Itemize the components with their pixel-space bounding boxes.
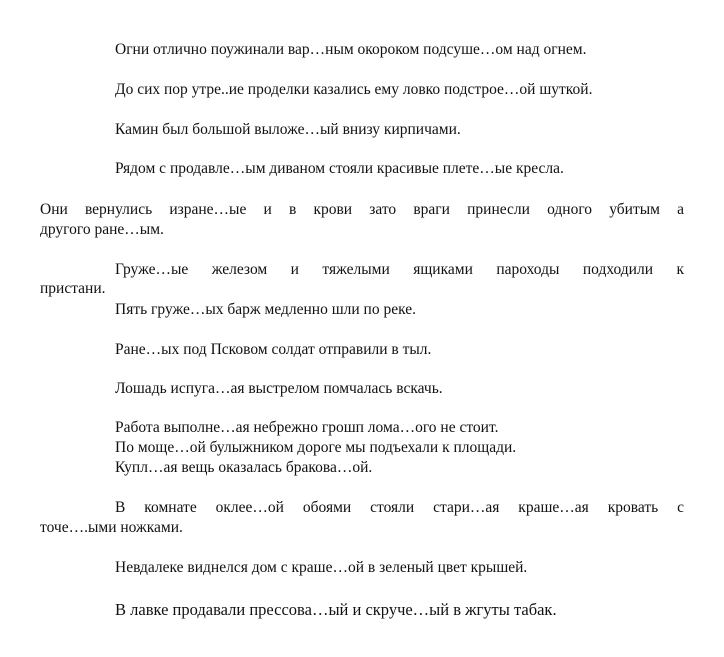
sentence-line: Пять груже…ых барж медленно шли по реке. bbox=[115, 301, 417, 318]
sentence-line: Огни отлично поужинали вар…ным окороком подсуше…ом над огнем. bbox=[115, 41, 587, 58]
sentence-line: По моще…ой булыжником дороге мы подъехали к площади. bbox=[115, 439, 517, 456]
sentence-line: Рядом с продавле…ым диваном стояли красивые плете…ые кресла. bbox=[115, 160, 564, 177]
sentence-line: Купл…ая вещь оказалась бракова…ой. bbox=[115, 459, 373, 476]
sentence-line: В комнате оклее…ой обоями стояли стари…ая краше…ая кровать с bbox=[115, 499, 684, 516]
sentence-line: Груже…ые железом и тяжелыми ящиками пароходы подходили к bbox=[115, 261, 684, 278]
sentence-line: Работа выполне…ая небрежно грошп лома…ого не стоит. bbox=[115, 419, 499, 436]
sentence-line: До сих пор утре..ие проделки казались ему ловко подстрое…ой шуткой. bbox=[115, 81, 593, 98]
sentence-line: В лавке продавали прессова…ый и скруче…ый в жгуты табак. bbox=[115, 600, 557, 619]
sentence-line: пристани. bbox=[40, 280, 106, 297]
sentence-line: Они вернулись изране…ые и в крови зато враги принесли одного убитым а bbox=[40, 201, 684, 218]
sentence-line: Камин был большой выложе…ый внизу кирпичами. bbox=[115, 121, 461, 138]
sentence-line: другого ране…ым. bbox=[40, 221, 164, 238]
sentence-line: точе….ыми ножками. bbox=[40, 519, 183, 536]
sentence-line: Ране…ых под Псковом солдат отправили в тыл. bbox=[115, 341, 432, 358]
sentence-line: Невдалеке виднелся дом с краше…ой в зеленый цвет крышей. bbox=[115, 559, 528, 576]
sentence-line: Лошадь испуга…ая выстрелом помчалась вскачь. bbox=[115, 380, 443, 397]
